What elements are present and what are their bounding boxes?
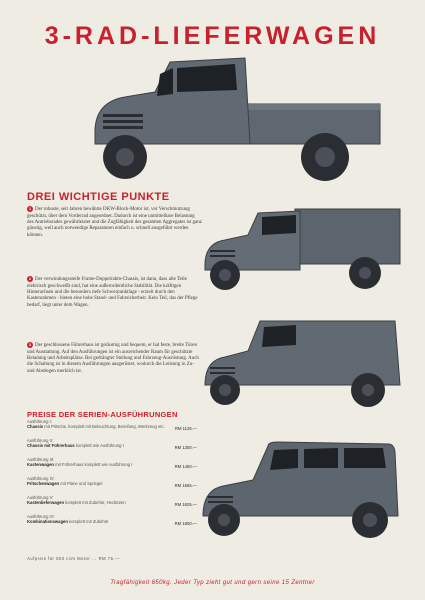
price-item-variant: Ausführung III:: [27, 457, 55, 462]
price-item-model: Kombinationswagen: [27, 518, 68, 524]
price-item-variant: Ausführung VI:: [27, 514, 55, 519]
footer-slogan: Tragfähigkeit 650kg. Jeder Typ zieht gut und gern seine 15 Zentner: [110, 580, 315, 586]
price-item-price: RM 1565.—: [174, 483, 197, 488]
surcharge-note: Aufpreis für 500 ccm Motor ... RM 75.—: [27, 556, 120, 561]
price-item: [27, 477, 197, 496]
price-item-model: Chassis: [27, 423, 44, 429]
point-number: 1: [28, 206, 32, 211]
point-number: 2: [28, 276, 32, 281]
point-2: [27, 276, 202, 309]
price-item: [27, 420, 197, 439]
section-heading: DREI WICHTIGE PUNKTE: [27, 191, 170, 203]
price-item-model: Kastenlieferwagen: [27, 499, 65, 505]
price-item: [27, 458, 197, 477]
price-item-variant: Ausführung V:: [27, 495, 54, 500]
price-item-price: RM 1800.—: [174, 521, 197, 526]
price-item-description: komplett mit Zubehör: [69, 518, 109, 524]
pickup-truck-image: [85, 52, 385, 192]
point-number: 3: [28, 342, 32, 347]
price-item-description: mit Plane und Spriegel: [60, 480, 103, 486]
price-item-description: komplett mit Zubehör, Hecktüren: [65, 499, 126, 505]
point-1: [27, 206, 202, 239]
box-truck-image: [200, 205, 405, 295]
page-title: 3-RAD-LIEFERWAGEN: [44, 22, 381, 50]
price-item: [27, 496, 197, 515]
point-text: Der geschlossene Führerhaus ist geräumig und bequem, er hat feste, breite Türen und Ausstattung. Auf den Ausführungen ist ein ausreichender Raum für geschützte Beladung und Arbeitsplätze. Bei gedrängter Stellung und Fahrzeug-Ausrüstung. Auch die Schaltung ist in diesem Ausführungen ausgerüstet, wodurch die Leistung in Zu- und Abstiegen merklich ist.: [27, 343, 199, 374]
sedan-wagon-image: [198, 438, 405, 543]
price-item-variant: Ausführung II:: [27, 438, 54, 443]
point-3: [27, 342, 202, 375]
price-item-price: RM 1125.—: [174, 426, 197, 431]
price-item-variant: Ausführung IV:: [27, 476, 55, 481]
price-item-price: RM 1625.—: [174, 502, 197, 507]
price-item-model: Kastenwagen: [27, 461, 54, 467]
price-item-description: komplett wie Ausführung I: [75, 442, 124, 448]
price-item-variant: Ausführung I:: [27, 419, 52, 424]
panel-van-image: [200, 315, 405, 410]
point-text: Der verwindungssteife Frame-Doppelrahm-Chassis, ist dann, dass alle Teile elektrisch geschweißt sind, hat eine außerordentliche Stabilität. Die kräftigen Hinterachsen und die besonders tiefe Schwerpunktlage - erzielt durch den Kastenrahmen - bieten eine hohe Stand- und Fahrsicherheit. Kein Teil, das der Pflege bedarf, liegt unter dem Wagen.: [27, 277, 198, 308]
price-item: [27, 439, 197, 458]
price-item-price: RM 1300.—: [174, 445, 197, 450]
price-item-model: Pritschenwagen: [27, 480, 60, 486]
price-item-description: mit Pritsche, komplett mit Beleuchtung, Bereifung, Werkzeug etc.: [44, 423, 165, 429]
price-item-price: RM 1450.—: [174, 464, 197, 469]
price-item-description: mit Führerhaus komplett wie Ausführung I: [55, 461, 133, 467]
price-item: [27, 515, 197, 534]
price-list: [27, 420, 197, 534]
price-item-model: Chassis mit Führerhaus: [27, 442, 75, 448]
point-text: Der robuste, seit Jahren bewährte DKW-Block-Motor ist, vor Verschmutzung geschützt, über dem Vorderrad angeordnet. Dadurch ist eine unmittelbare Belastung des Antriebsrades gewährleistet und die Zugfähigkeit des gesamten Aggregates ist ganz günstig, weil auch notwendige Reparaturen einfach u. schnell ausgeführt werden können.: [27, 207, 202, 238]
price-heading: PREISE DER SERIEN-AUSFÜHRUNGEN: [27, 410, 178, 419]
